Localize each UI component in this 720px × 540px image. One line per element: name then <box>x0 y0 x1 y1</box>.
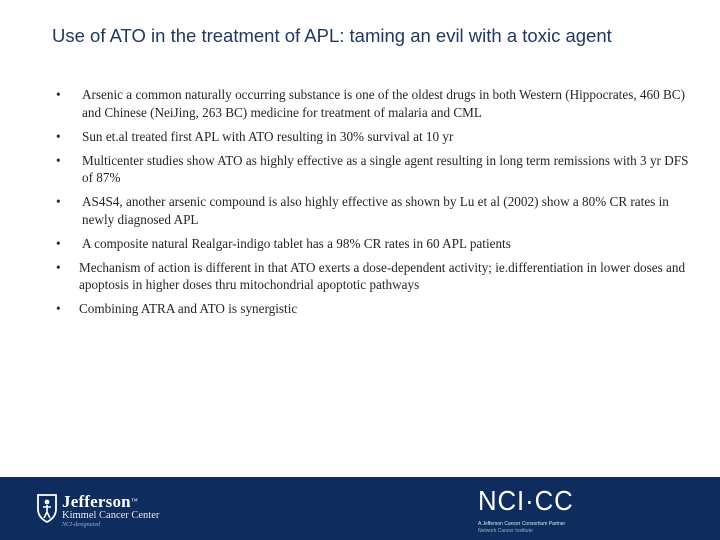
nci-designation: NCI-designated <box>62 522 100 528</box>
jefferson-logo <box>36 493 159 527</box>
bullet-text: Multicenter studies show ATO as highly effective as a single agent resulting in long term remissions with 3 yr DFS of 87% <box>82 152 689 185</box>
bullet-list <box>52 86 692 324</box>
bullet-text: AS4S4, another arsenic compound is also highly effective as shown by Lu et al (2002) show a 80% CR rates in newly diagnosed APL <box>82 194 669 227</box>
bullet-item <box>52 152 692 187</box>
bullet-glyph: • <box>56 87 61 102</box>
footer-bar <box>0 477 720 540</box>
bullet-glyph: • <box>56 128 61 144</box>
bullet-glyph: • <box>56 152 61 168</box>
bullet-item <box>52 300 692 318</box>
ncicc-wordmark: NCI·CC <box>478 485 574 516</box>
bullet-glyph: • <box>56 301 61 316</box>
slide-title: Use of ATO in the treatment of APL: taming an evil with a toxic agent <box>52 25 612 46</box>
ncicc-tagline: A Jefferson Cancer Consortium Partner <box>478 521 566 527</box>
ncicc-logo <box>478 487 574 534</box>
jefferson-wordmark <box>62 493 159 529</box>
bullet-text: Mechanism of action is different in that ATO exerts a dose-dependent activity; ie.differentiation in lower doses and apoptosis in higher doses thru mitochondrial apoptotic pathways <box>79 259 686 292</box>
bullet-glyph: • <box>56 194 61 209</box>
bullet-item <box>52 259 692 294</box>
bullet-item <box>52 193 692 228</box>
bullet-item <box>52 128 692 146</box>
cancer-center-name: Kimmel Cancer Center <box>62 510 160 521</box>
bullet-text: Sun et.al treated first APL with ATO resulting in 30% survival at 10 yr <box>82 128 454 144</box>
bullet-item <box>52 86 692 121</box>
bullet-glyph: • <box>56 235 61 251</box>
trademark-symbol: ™ <box>130 497 138 505</box>
bullet-text: Combining ATRA and ATO is synergistic <box>79 301 298 316</box>
bullet-text: A composite natural Realgar-indigo tablet has a 98% CR rates in 60 APL patients <box>82 235 511 251</box>
ncicc-subtagline: Network Cancer Institute <box>478 528 533 534</box>
jefferson-name: Jefferson™ <box>62 492 138 511</box>
bullet-glyph: • <box>56 259 61 275</box>
bullet-item <box>52 235 692 253</box>
bullet-text: Arsenic a common naturally occurring substance is one of the oldest drugs in both Western (Hippocrates, 460 BC) and Chinese (NeiJing, 263 BC) medicine for treatment of malaria and CML <box>82 87 685 120</box>
jefferson-shield-icon <box>36 493 58 523</box>
